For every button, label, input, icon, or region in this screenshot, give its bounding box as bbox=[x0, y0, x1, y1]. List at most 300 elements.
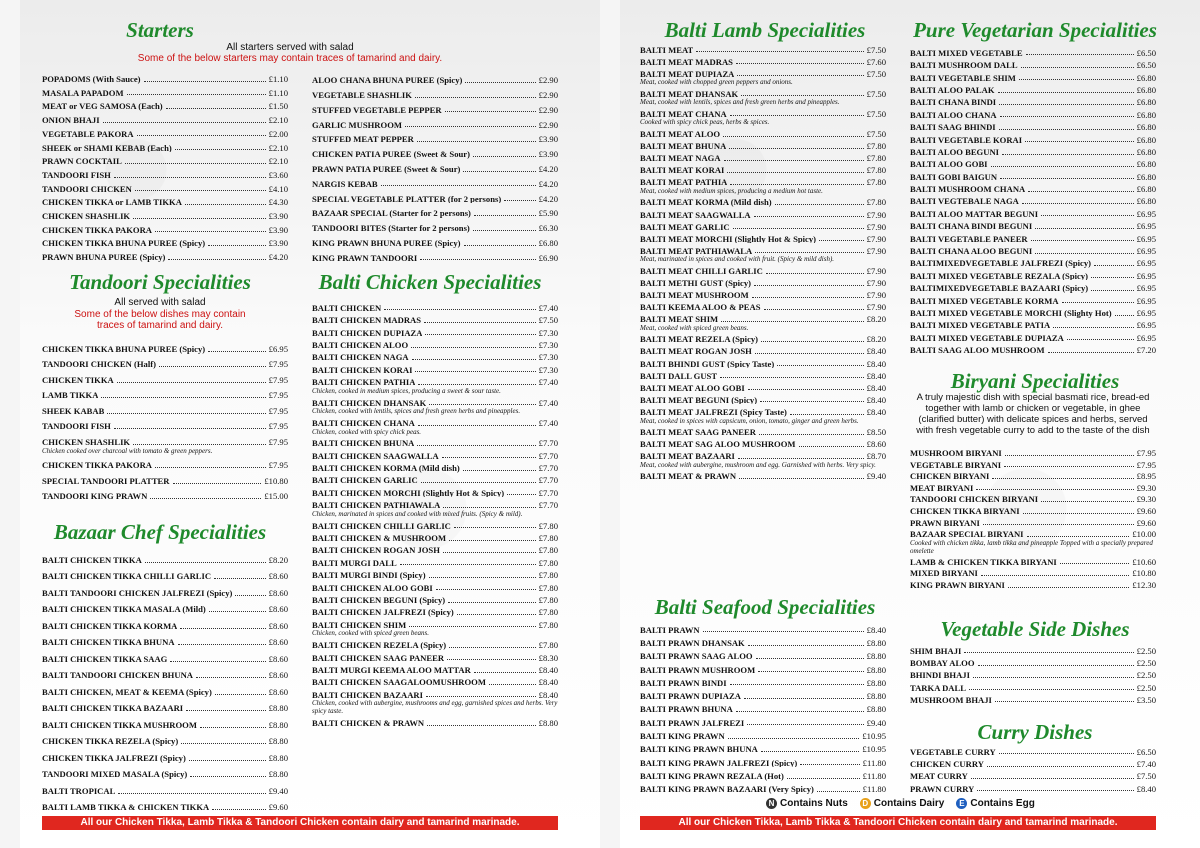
menu-item-price: £3.90 bbox=[538, 149, 558, 160]
dot-leader bbox=[1091, 277, 1134, 278]
menu-item-name: BALTI CHICKEN JALFREZI (Spicy) bbox=[312, 608, 454, 617]
menu-item-price: £6.80 bbox=[1136, 134, 1156, 145]
dot-leader bbox=[1025, 141, 1134, 142]
menu-item-price: £8.80 bbox=[866, 691, 886, 702]
menu-item bbox=[910, 469, 1156, 481]
dot-leader bbox=[733, 228, 864, 229]
menu-item-name: CHICKEN SHASHLIK bbox=[42, 211, 131, 221]
menu-item bbox=[910, 458, 1156, 470]
menu-item bbox=[640, 469, 886, 481]
menu-item-description: Meat, cooked with medium spices, producing a medium hot taste. bbox=[640, 186, 823, 195]
menu-item-price: £8.60 bbox=[268, 604, 288, 615]
dot-leader bbox=[189, 760, 266, 761]
dot-leader bbox=[761, 341, 864, 342]
menu-item-price: £4.30 bbox=[268, 197, 288, 208]
menu-item-name: BALTI CHICKEN MORCHI (Slightly Hot & Spicy) bbox=[312, 488, 505, 498]
menu-item-name: ALOO CHANA BHUNA PUREE (Spicy) bbox=[312, 76, 463, 85]
dot-leader bbox=[418, 425, 536, 426]
menu-item bbox=[42, 713, 288, 730]
menu-item-name: BALTI MEAT BEGUNI (Spicy) bbox=[640, 395, 758, 405]
dot-leader bbox=[420, 259, 535, 260]
menu-item-price: £7.70 bbox=[538, 450, 558, 461]
menu-item bbox=[640, 714, 886, 727]
menu-item-name: BALTI MEAT BHUNA bbox=[640, 142, 727, 151]
menu-item-name: BAZAAR SPECIAL BIRYANI bbox=[910, 530, 1024, 539]
menu-item-name: BALTI KING PRAWN BHUNA bbox=[640, 745, 758, 754]
menu-item bbox=[910, 527, 1156, 539]
menu-item-name: MASALA PAPADOM bbox=[42, 88, 124, 98]
menu-item-name: BALTI MEAT & PRAWN bbox=[640, 472, 737, 481]
dot-leader bbox=[973, 677, 1134, 678]
menu-item-name: PRAWN BIRYANI bbox=[910, 518, 980, 528]
menu-item-name: BALTI PRAWN DUPIAZA bbox=[640, 692, 741, 701]
dot-leader bbox=[418, 384, 535, 385]
menu-item-price: £8.40 bbox=[866, 382, 886, 393]
dot-leader bbox=[409, 626, 535, 627]
menu-item bbox=[42, 221, 288, 235]
menu-item bbox=[312, 460, 558, 472]
menu-item-price: £7.95 bbox=[268, 390, 288, 401]
menu-item-price: £1.10 bbox=[268, 74, 288, 85]
menu-item bbox=[312, 530, 558, 542]
menu-item bbox=[42, 565, 288, 582]
menu-item bbox=[42, 193, 288, 207]
menu-item-name: BALTI CHICKEN CHANA bbox=[312, 418, 415, 428]
dot-leader bbox=[424, 322, 536, 323]
menu-item-price: £9.40 bbox=[268, 785, 288, 796]
dot-leader bbox=[1091, 290, 1134, 291]
menu-item-name: BALTI MIXED VEGETABLE DUPIAZA bbox=[910, 333, 1064, 343]
dot-leader bbox=[214, 578, 266, 579]
menu-item-price: £7.40 bbox=[538, 377, 558, 388]
legend-nuts bbox=[766, 798, 848, 809]
legend-dairy-label: Contains Dairy bbox=[873, 798, 945, 809]
menu-item-price: £11.80 bbox=[862, 784, 886, 795]
dot-leader bbox=[412, 359, 536, 360]
menu-item-price: £6.80 bbox=[1136, 84, 1156, 95]
menu-item bbox=[640, 276, 886, 288]
menu-item bbox=[640, 126, 886, 138]
menu-item bbox=[640, 106, 886, 118]
menu-item-price: £3.90 bbox=[268, 224, 288, 235]
menu-item bbox=[312, 592, 558, 604]
menu-item-name: VEGETABLE SHASHLIK bbox=[312, 91, 412, 100]
menu-item bbox=[910, 481, 1156, 493]
dot-leader bbox=[724, 160, 864, 161]
menu-item-price: £6.95 bbox=[1136, 320, 1156, 331]
menu-item-price: £2.10 bbox=[268, 115, 288, 126]
menu-item bbox=[910, 231, 1156, 243]
menu-item-name: PRAWN PATIA PUREE (Sweet & Sour) bbox=[312, 164, 461, 174]
menu-item-name: CHICKEN CURRY bbox=[910, 760, 984, 769]
menu-item bbox=[312, 248, 558, 263]
dot-leader bbox=[800, 764, 859, 765]
menu-item-name: BALTI CHICKEN PATHIA bbox=[312, 378, 416, 387]
menu-item-price: £7.95 bbox=[268, 405, 288, 416]
menu-item-name: BALTI CHICKEN bbox=[312, 303, 382, 313]
menu-item bbox=[640, 781, 886, 794]
menu-item-name: BALTI VEGETABLE PANEER bbox=[910, 234, 1028, 244]
menu-item-price: £9.60 bbox=[1136, 505, 1156, 516]
menu-item bbox=[42, 779, 288, 796]
menu-item bbox=[910, 680, 1156, 692]
menu-item-price: £8.20 bbox=[866, 334, 886, 345]
menu-item-price: £8.40 bbox=[866, 370, 886, 381]
menu-item-name: BALTI CHICKEN TIKKA BAZAARI bbox=[42, 704, 184, 713]
dot-leader bbox=[817, 791, 860, 792]
menu-item bbox=[312, 436, 558, 448]
menu-item-description: Cooked with spicy chick peas, herbs & spices. bbox=[640, 118, 770, 127]
dot-leader bbox=[754, 216, 864, 217]
menu-item-name: BALTI MIXED VEGETABLE MORCHI (Slighty Hot) bbox=[910, 309, 1112, 318]
menu-item bbox=[910, 668, 1156, 680]
dot-leader bbox=[744, 698, 864, 699]
menu-item bbox=[640, 661, 886, 674]
menu-item-description: Chicken, cooked with lentils, spices and fresh green herbs and pineapples. bbox=[312, 407, 521, 416]
menu-item-name: BALTI VEGTEBALE NAGA bbox=[910, 197, 1019, 207]
menu-item-description: Chicken cooked over charcoal with tomato & green peppers. bbox=[42, 446, 213, 455]
menu-item-price: £7.90 bbox=[866, 245, 886, 256]
menu-item-name: BALTI KEEMA ALOO & PEAS bbox=[640, 303, 761, 312]
menu-item bbox=[312, 233, 558, 248]
menu-item-name: CHICKEN TIKKA PAKORA bbox=[42, 461, 152, 470]
menu-item bbox=[312, 325, 558, 337]
menu-item-price: £8.20 bbox=[866, 314, 886, 325]
dot-leader bbox=[137, 135, 266, 136]
menu-item-name: BALTI ALOO GOBI bbox=[910, 160, 988, 169]
menu-item bbox=[910, 342, 1156, 354]
menu-item bbox=[312, 312, 558, 324]
menu-item-name: BALTI CHICKEN BAZAARI bbox=[312, 690, 423, 700]
menu-item bbox=[42, 796, 288, 813]
menu-item-price: £11.80 bbox=[862, 770, 886, 781]
dot-leader bbox=[755, 353, 864, 354]
menu-item bbox=[42, 180, 288, 194]
menu-item bbox=[312, 415, 558, 427]
dot-leader bbox=[737, 75, 863, 76]
menu-item bbox=[42, 84, 288, 98]
menu-item-name: BALTI MEAT bbox=[640, 45, 694, 55]
menu-item-name: MEAT or VEG SAMOSA (Each) bbox=[42, 102, 163, 112]
menu-item-price: £10.60 bbox=[1132, 556, 1156, 567]
menu-item bbox=[910, 243, 1156, 255]
dot-leader bbox=[208, 351, 266, 352]
menu-item bbox=[640, 621, 886, 634]
dot-leader bbox=[411, 347, 536, 348]
menu-item-price: £2.90 bbox=[538, 75, 558, 86]
menu-item-description: Chicken, marinated in spices and cooked with mixed fruits. (Spicy & mild). bbox=[312, 509, 523, 518]
menu-item bbox=[312, 144, 558, 159]
menu-item bbox=[910, 769, 1156, 781]
menu-item-price: £8.50 bbox=[866, 427, 886, 438]
menu-item bbox=[640, 648, 886, 661]
tandoori-warning: Some of the below dishes may contain traces of tamarind and dairy. bbox=[74, 309, 246, 331]
menu-item-name: BALTI MEAT REZELA (Spicy) bbox=[640, 335, 759, 344]
menu-item-price: £12.30 bbox=[1132, 579, 1156, 590]
dot-leader bbox=[114, 428, 266, 429]
menu-item-price: £7.95 bbox=[268, 460, 288, 471]
menu-item-price: £7.50 bbox=[866, 128, 886, 139]
menu-item-price: £6.95 bbox=[1136, 308, 1156, 318]
menu-item bbox=[910, 305, 1156, 317]
dot-leader bbox=[730, 115, 864, 116]
dot-leader bbox=[186, 710, 266, 711]
dot-leader bbox=[998, 92, 1134, 93]
menu-item bbox=[910, 643, 1156, 655]
dot-leader bbox=[799, 446, 864, 447]
dot-leader bbox=[405, 126, 536, 127]
menu-item bbox=[910, 268, 1156, 280]
menu-item-price: £8.95 bbox=[1136, 471, 1156, 482]
menu-item-name: BALTI TROPICAL bbox=[42, 786, 116, 796]
menu-item bbox=[640, 701, 886, 714]
biryani-note: A truly majestic dish with special basmati rice, bread-ed together with lamb or chicken or vegetable, in ghee (clarified butter) with delicate spices and herbs, served with fresh vegetable curry to add to the taste of the dish bbox=[916, 392, 1150, 436]
menu-item bbox=[910, 578, 1156, 590]
dot-leader bbox=[447, 659, 536, 660]
menu-item-price: £7.80 bbox=[538, 520, 558, 531]
menu-item-price: £7.40 bbox=[538, 417, 558, 428]
menu-item-price: £3.60 bbox=[268, 169, 288, 180]
menu-item-name: PRAWN COCKTAIL bbox=[42, 157, 122, 166]
menu-item bbox=[312, 650, 558, 662]
dot-leader bbox=[118, 793, 265, 794]
menu-item-name: BALTI PRAWN BINDI bbox=[640, 678, 727, 688]
menu-item-price: £6.95 bbox=[1136, 246, 1156, 257]
menu-item-name: BALTI MUSHROOM CHANA bbox=[910, 185, 1026, 194]
menu-item bbox=[910, 218, 1156, 230]
menu-item bbox=[640, 66, 886, 78]
dot-leader bbox=[1023, 513, 1134, 514]
tandoori-note: All served with salad bbox=[114, 297, 206, 308]
dot-leader bbox=[489, 684, 536, 685]
menu-item-name: BALTI CHICKEN ALOO bbox=[312, 340, 409, 350]
menu-item-name: BALTI VEGETABLE SHIM bbox=[910, 73, 1016, 83]
menu-item-price: £6.80 bbox=[1136, 146, 1156, 157]
menu-item-price: £7.90 bbox=[866, 233, 886, 244]
dot-leader bbox=[1041, 501, 1134, 502]
dot-leader bbox=[429, 577, 536, 578]
menu-item-price: £5.90 bbox=[538, 208, 558, 219]
menu-item-price: £3.90 bbox=[268, 210, 288, 221]
menu-item-name: BALTI PRAWN bbox=[640, 625, 700, 635]
menu-item-name: TANDOORI CHICKEN bbox=[42, 184, 132, 194]
menu-item-price: £7.90 bbox=[866, 278, 886, 288]
menu-item bbox=[312, 715, 558, 727]
menu-item-name: BALTI ALOO BEGUNI bbox=[910, 147, 999, 157]
dot-leader bbox=[209, 611, 266, 612]
menu-item bbox=[42, 614, 288, 631]
dot-leader bbox=[764, 309, 864, 310]
starters-heading: Starters bbox=[126, 18, 194, 42]
menu-item-price: £2.00 bbox=[268, 128, 288, 139]
dot-leader bbox=[1031, 240, 1134, 241]
menu-item bbox=[312, 543, 558, 555]
dot-leader bbox=[103, 122, 266, 123]
menu-item-price: £7.30 bbox=[538, 327, 558, 338]
menu-item-name: BALTI KING PRAWN BAZAARI (Very Spicy) bbox=[640, 785, 814, 794]
dot-leader bbox=[1027, 536, 1130, 537]
menu-item-name: SHIM BHAJI bbox=[910, 646, 962, 656]
menu-item-price: £10.95 bbox=[862, 731, 886, 742]
dot-leader bbox=[445, 111, 536, 112]
tandoori-heading: Tandoori Specialities bbox=[69, 270, 251, 294]
dot-leader bbox=[166, 108, 266, 109]
menu-item-price: £8.60 bbox=[268, 571, 288, 582]
menu-item bbox=[910, 566, 1156, 578]
menu-item-name: BALTI CHICKEN NAGA bbox=[312, 353, 409, 362]
menu-item-name: BALTI MEAT ROGAN JOSH bbox=[640, 347, 752, 357]
dot-leader bbox=[723, 136, 864, 137]
menu-item bbox=[312, 174, 558, 189]
menu-item-name: CHICKEN TIKKA BHUNA PUREE (Spicy) bbox=[42, 239, 206, 248]
egg-icon: E bbox=[956, 798, 967, 809]
menu-page-left bbox=[20, 0, 600, 848]
dairy-icon: D bbox=[860, 798, 871, 809]
menu-item-price: £6.50 bbox=[1136, 746, 1156, 757]
bazaar-list bbox=[42, 548, 288, 812]
menu-item-price: £7.95 bbox=[1136, 448, 1156, 458]
menu-item-price: £7.40 bbox=[1136, 759, 1156, 769]
menu-item bbox=[640, 195, 886, 207]
menu-item bbox=[42, 234, 288, 248]
menu-item bbox=[42, 111, 288, 125]
dot-leader bbox=[417, 445, 535, 446]
dot-leader bbox=[235, 595, 265, 596]
menu-item bbox=[42, 746, 288, 763]
menu-item-price: £7.95 bbox=[268, 421, 288, 432]
menu-item bbox=[640, 207, 886, 219]
dot-leader bbox=[1053, 327, 1133, 328]
balti-chicken-list bbox=[312, 300, 558, 728]
menu-item-name: BALTI CHICKEN ROGAN JOSH bbox=[312, 546, 440, 556]
menu-item-name: BALTI CHICKEN TIKKA MUSHROOM bbox=[42, 720, 197, 730]
dot-leader bbox=[415, 371, 535, 372]
menu-page-right bbox=[620, 0, 1200, 848]
menu-item-name: TARKA DALL bbox=[910, 683, 966, 693]
dot-leader bbox=[752, 297, 864, 298]
menu-item-price: £8.80 bbox=[268, 752, 288, 763]
menu-item-name: BALTI PRAWN SAAG ALOO bbox=[640, 652, 753, 661]
menu-item-price: £7.30 bbox=[538, 352, 558, 363]
dot-leader bbox=[425, 334, 535, 335]
menu-item bbox=[312, 567, 558, 579]
menu-item-price: £7.70 bbox=[538, 487, 558, 498]
dot-leader bbox=[755, 252, 863, 253]
menu-item bbox=[640, 300, 886, 312]
menu-item bbox=[910, 95, 1156, 107]
dot-leader bbox=[748, 645, 864, 646]
dot-leader bbox=[971, 778, 1134, 779]
menu-item bbox=[42, 647, 288, 664]
dot-leader bbox=[173, 483, 262, 484]
menu-item-price: £7.70 bbox=[538, 475, 558, 486]
menu-item-description: Chicken, cooked with spiced green beans. bbox=[312, 629, 429, 638]
menu-item bbox=[640, 243, 886, 255]
menu-item-name: BALTI MEAT ALOO bbox=[640, 129, 721, 139]
menu-item-name: BALTI CHICKEN PATHIAWALA bbox=[312, 501, 441, 510]
menu-item bbox=[312, 300, 558, 312]
menu-item bbox=[42, 248, 288, 262]
menu-item-price: £8.80 bbox=[268, 703, 288, 714]
dot-leader bbox=[995, 701, 1134, 702]
menu-item-price: £8.40 bbox=[1136, 783, 1156, 794]
menu-item-name: BALTI CHICKEN & PRAWN bbox=[312, 719, 425, 728]
footer-note-right: All our Chicken Tikka, Lamb Tikka & Tandoori Chicken contain dairy and tamarind marinade. bbox=[640, 816, 1156, 830]
dot-leader bbox=[168, 259, 265, 260]
menu-item-price: £3.50 bbox=[1136, 694, 1156, 705]
menu-item bbox=[312, 159, 558, 174]
menu-item-description: Chicken, cooked with aubergine, mushrooms and egg, garnished spices and herbs. Very spicy taste. bbox=[312, 699, 558, 716]
menu-item bbox=[312, 85, 558, 100]
dot-leader bbox=[1035, 253, 1133, 254]
menu-item-name: BALTI CHICKEN, MEAT & KEEMA (Spicy) bbox=[42, 687, 212, 697]
menu-item-price: £10.80 bbox=[264, 475, 288, 486]
nuts-icon: N bbox=[766, 798, 777, 809]
dot-leader bbox=[427, 725, 536, 726]
menu-item bbox=[312, 580, 558, 592]
menu-item-price: £1.10 bbox=[268, 87, 288, 98]
menu-item bbox=[640, 151, 886, 163]
menu-item-name: BALTI MEAT PATHIA bbox=[640, 178, 728, 187]
dot-leader bbox=[448, 602, 536, 603]
menu-item-name: BALTI METHI GUST (Spicy) bbox=[640, 279, 752, 288]
menu-item-name: BALTI CHANA BINDI BEGUNI bbox=[910, 222, 1033, 231]
balti-chicken-heading: Balti Chicken Specialities bbox=[318, 270, 542, 294]
dot-leader bbox=[1028, 191, 1133, 192]
menu-item-name: BALTI KING PRAWN bbox=[640, 732, 725, 741]
menu-item-name: BALTI SAAG ALOO MUSHROOM bbox=[910, 346, 1045, 355]
menu-item-name: BALTI MEAT KORMA (Mild dish) bbox=[640, 198, 772, 208]
menu-item-price: £7.80 bbox=[538, 557, 558, 568]
menu-item-name: SPECIAL VEGETABLE PLATTER (for 2 persons) bbox=[312, 194, 502, 204]
menu-item-name: MUSHROOM BHAJI bbox=[910, 695, 992, 705]
menu-item bbox=[910, 132, 1156, 144]
menu-item bbox=[42, 455, 288, 471]
menu-item-price: £8.80 bbox=[268, 719, 288, 730]
menu-item-price: £2.50 bbox=[1136, 682, 1156, 693]
menu-item-price: £7.80 bbox=[866, 165, 886, 176]
menu-item-price: £2.90 bbox=[538, 90, 558, 100]
menu-item bbox=[312, 637, 558, 649]
menu-item-price: £7.50 bbox=[538, 315, 558, 326]
menu-item bbox=[312, 188, 558, 203]
vegetarian-list bbox=[910, 45, 1156, 355]
dot-leader bbox=[400, 564, 536, 565]
menu-item-description: Chicken, cooked in medium spices, producing a sweet & sour taste. bbox=[312, 386, 501, 395]
menu-item-name: BALTI MEAT GARLIC bbox=[640, 222, 730, 232]
menu-item bbox=[640, 425, 886, 437]
menu-item-price: £9.30 bbox=[1136, 494, 1156, 505]
menu-item-name: CHICKEN BIRYANI bbox=[910, 472, 990, 481]
menu-item-name: BALTI CHICKEN ALOO GOBI bbox=[312, 583, 433, 593]
dot-leader bbox=[999, 753, 1134, 754]
menu-item-name: BALTI ALOO MATTAR BEGUNI bbox=[910, 209, 1039, 219]
menu-item-price: £7.95 bbox=[268, 436, 288, 447]
dot-leader bbox=[473, 156, 536, 157]
menu-item bbox=[312, 350, 558, 362]
menu-item-price: £7.80 bbox=[866, 177, 886, 188]
menu-item-name: BALTI CHICKEN DHANSAK bbox=[312, 398, 427, 408]
menu-item bbox=[910, 781, 1156, 793]
menu-item-price: £8.60 bbox=[268, 686, 288, 697]
menu-item-price: £7.70 bbox=[538, 463, 558, 474]
menu-item bbox=[42, 369, 288, 385]
menu-item-name: BALTI MURGI KEEMA ALOO MATTAR bbox=[312, 665, 471, 675]
menu-item bbox=[42, 152, 288, 166]
menu-item-name: BALTI CHICKEN TIKKA KORMA bbox=[42, 621, 178, 631]
dot-leader bbox=[819, 240, 864, 241]
menu-item-price: £4.20 bbox=[538, 178, 558, 189]
